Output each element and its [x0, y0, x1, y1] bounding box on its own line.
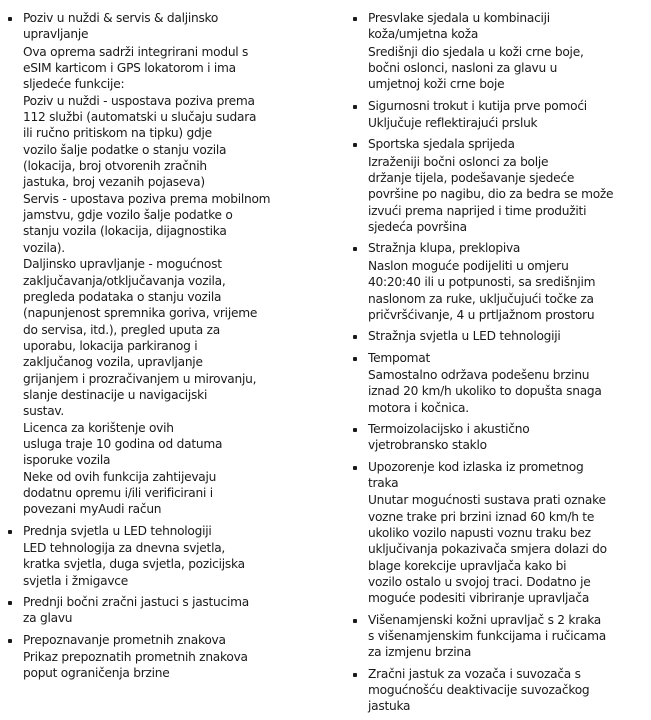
item-description: Samostalno održava podešenu brzinu iznad 20 km/h ukoliko to dopušta snaga motora i kočnica.	[368, 367, 602, 415]
item-title: Upozorenje kod izlaska iz prometnog traka	[368, 459, 584, 490]
bullet-icon	[353, 143, 357, 147]
list-item	[345, 421, 651, 454]
bullet-icon	[353, 357, 357, 361]
item-title: Stražnja svjetla u LED tehnologiji	[368, 329, 561, 344]
item-description: Naslon moguće podijeliti u omjeru 40:20:40 ili u potpunosti, sa središnjim naslonom za ruke, uključujući točke za pričvršćivanje, 4 u prtljažnom prostoru	[368, 258, 596, 322]
item-title: Stražnja klupa, preklopiva	[368, 241, 521, 256]
bullet-icon	[353, 619, 357, 623]
bullet-icon	[353, 247, 357, 251]
item-title: Višenamjenski kožni upravljač s 2 kraka s višenamjenskim funkcijama i ručicama za izmjenu brzina	[368, 612, 606, 660]
list-item	[345, 98, 651, 132]
bullet-icon	[353, 673, 357, 677]
bullet-icon	[8, 639, 12, 643]
bullet-icon	[8, 530, 12, 534]
list-item	[345, 136, 651, 235]
item-title: Prednji bočni zračni jastuci s jastucima za glavu	[23, 595, 249, 626]
list-item	[345, 459, 651, 607]
equipment-list-right	[345, 10, 651, 720]
item-title: Sportska sjedala sprijeda	[368, 137, 515, 152]
item-title: Prepoznavanje prometnih znakova	[23, 632, 226, 647]
bullet-icon	[353, 335, 357, 339]
list-item	[0, 10, 326, 518]
item-description: Prikaz prepoznatih prometnih znakova poput ograničenja brzine	[23, 650, 248, 681]
item-description: Ova oprema sadrži integrirani modul s eSIM karticom i GPS lokatorom i ima sljedeće funkcije: Poziv u nuždi - uspostava poziva prema 112 službi (automatski u slučaju sudara ili ručno pritiskom na tipku) gdje vozilo šalje podatke o stanju vozila (lokacija, broj otvorenih zračnih jastuka, broj vezanih pojaseva) Servis - upostava poziva prema mobilnom jamstvu, gdje vozilo šalje podatke o stanju vozila (lokacija, dijagnostika vozila). Daljinsko upravljanje - mogućnost zaključavanja/otključavanja vozila, pregleda podataka o stanju vozila (napunjenost spremnika goriva, vrijeme do servisa, itd.), pregled uputa za uporabu, lokacija parkiranog i zaključanog vozila, upravljanje grijanjem i prozračivanjem u mirovanju, slanje destinacije u navigacijski sustav. Licenca za korištenje ovih usluga traje 10 godina od datuma isporuke vozila Neke od ovih funkcija zahtijevaju dodatnu opremu i/ili verificirani i povezani myAudi račun	[23, 44, 271, 517]
list-item	[0, 523, 326, 589]
item-description: LED tehnologija za dnevna svjetla, kratka svjetla, duga svjetla, pozicijska svjetla i žmigavce	[23, 541, 245, 588]
equipment-list-left	[0, 10, 326, 687]
list-item	[345, 240, 651, 323]
bullet-icon	[353, 428, 357, 432]
list-item	[345, 666, 651, 715]
bullet-icon	[353, 17, 357, 21]
item-title: Tempomat	[368, 350, 431, 365]
item-description: Središnji dio sjedala u koži crne boje, bočni oslonci, nasloni za glavu u umjetnoj koži crne boje	[368, 44, 584, 92]
list-item	[345, 328, 651, 344]
item-description: Uključuje reflektirajući prsluk	[368, 116, 538, 131]
list-item	[345, 350, 651, 416]
item-title: Zračni jastuk za vozača i suvozača s mogućnošću deaktivacije suvozačkog jastuka	[368, 666, 590, 714]
item-title: Sigurnosni trokut i kutija prve pomoći	[368, 98, 587, 113]
item-description: Unutar mogućnosti sustava prati oznake vozne trake pri brzini iznad 60 km/h te ukoliko vozilo napusti voznu traku bez uključivanja pokazivača smjera dolazi do blage korekcije upravljača kako bi vozilo ostalo u svojoj traci. Dodatno je moguće podesiti vibriranje upravljača	[368, 493, 607, 606]
list-item	[0, 594, 326, 627]
item-title: Presvlake sjedala u kombinaciji koža/umjetna koža	[368, 11, 550, 42]
item-title: Prednja svjetla u LED tehnologiji	[23, 523, 212, 538]
item-title: Termoizolacijsko i akustično vjetrobransko staklo	[368, 421, 530, 453]
bullet-icon	[353, 105, 357, 109]
bullet-icon	[8, 17, 12, 21]
bullet-icon	[8, 601, 12, 605]
list-item	[0, 632, 326, 682]
list-item	[345, 10, 651, 93]
bullet-icon	[353, 466, 357, 470]
item-description: Izraženiji bočni oslonci za bolje držanje tijela, podešavanje sjedeće površine po nagibu, dio za bedra se može izvući prema naprijed i time produžiti sjedeća površina	[368, 154, 614, 235]
list-item	[345, 612, 651, 661]
item-title: Poziv u nuždi & servis & daljinsko upravljanje	[23, 11, 219, 42]
